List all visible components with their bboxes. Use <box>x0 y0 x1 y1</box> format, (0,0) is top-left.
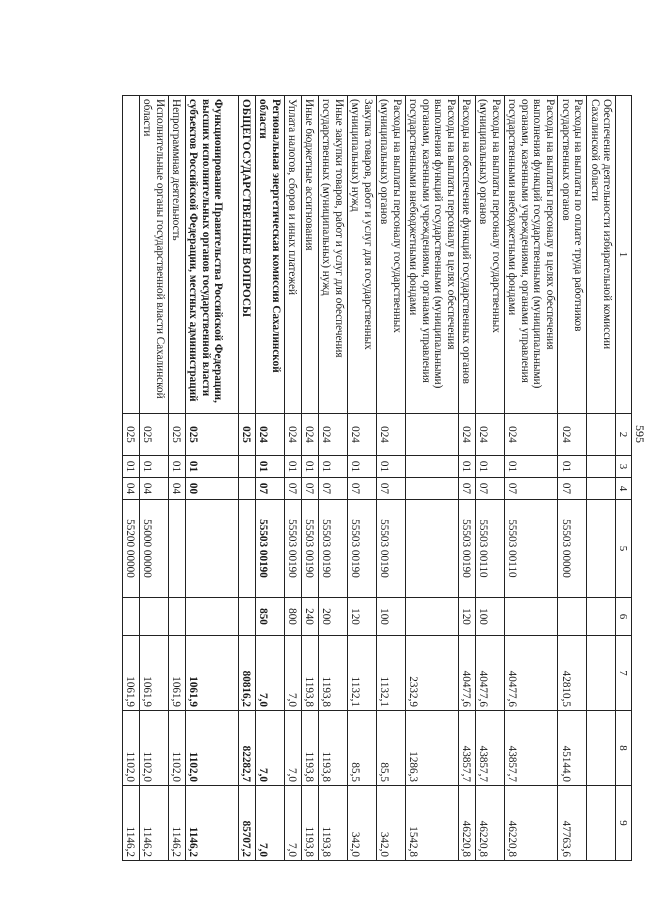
cell-amount-year-1: 7,0 <box>255 636 284 711</box>
cell-amount-year-2 <box>587 711 616 786</box>
cell-amount-year-2: 85,5 <box>347 711 376 786</box>
table-row <box>255 96 284 861</box>
cell-expense-type: 120 <box>458 598 475 636</box>
cell-ministry-code <box>587 414 616 456</box>
table-row <box>347 96 376 861</box>
cell-ministry-code: 024 <box>318 414 347 456</box>
cell-target-article: 55000 00000 <box>139 500 168 598</box>
cell-expense-type <box>238 598 255 636</box>
cell-amount-year-2: 7,0 <box>284 711 301 786</box>
cell-amount-year-2: 1286,3 <box>405 711 458 786</box>
cell-expense-type <box>168 598 185 636</box>
cell-expense-type <box>504 598 557 636</box>
table-row <box>475 96 504 861</box>
cell-section-code: 01 <box>301 456 318 478</box>
cell-ministry-code: 024 <box>284 414 301 456</box>
cell-target-article <box>168 500 185 598</box>
cell-amount-year-1: 1193,8 <box>301 636 318 711</box>
cell-subsection-code: 07 <box>504 478 557 500</box>
table-row <box>558 96 587 861</box>
cell-amount-year-1: 7,0 <box>284 636 301 711</box>
cell-amount-year-2: 1193,8 <box>301 711 318 786</box>
header-cell-section-code: 3 <box>616 456 632 478</box>
cell-subsection-code: 04 <box>139 478 168 500</box>
rotated-page <box>72 95 647 860</box>
cell-section-code <box>587 456 616 478</box>
cell-subsection-code: 04 <box>168 478 185 500</box>
cell-target-article <box>405 500 458 598</box>
cell-amount-year-2: 7,0 <box>255 711 284 786</box>
cell-amount-year-1: 1132,1 <box>347 636 376 711</box>
cell-target-article: 55503 00190 <box>284 500 301 598</box>
cell-section-code: 01 <box>475 456 504 478</box>
table-row <box>405 96 458 861</box>
cell-amount-year-3: 7,0 <box>255 786 284 861</box>
cell-subsection-code: 07 <box>376 478 405 500</box>
cell-amount-year-3: 47763,6 <box>558 786 587 861</box>
cell-amount-year-3: 85707,2 <box>238 786 255 861</box>
cell-name: Расходы на обеспечение функций государственных органов <box>458 96 475 414</box>
header-cell-expense-type: 6 <box>616 598 632 636</box>
cell-amount-year-3: 342,0 <box>376 786 405 861</box>
cell-name: Расходы на выплаты персоналу государственных (муниципальных) органов <box>475 96 504 414</box>
cell-ministry-code: 024 <box>347 414 376 456</box>
cell-subsection-code: 07 <box>255 478 284 500</box>
cell-amount-year-1: 1132,1 <box>376 636 405 711</box>
cell-ministry-code: 025 <box>185 414 238 456</box>
cell-amount-year-2: 45144,0 <box>558 711 587 786</box>
cell-amount-year-3: 1146,2 <box>185 786 238 861</box>
cell-expense-type: 200 <box>318 598 347 636</box>
cell-subsection-code: 07 <box>558 478 587 500</box>
cell-target-article: 55503 00190 <box>255 500 284 598</box>
cell-ministry-code: 024 <box>458 414 475 456</box>
cell-amount-year-2: 1102,0 <box>122 711 139 786</box>
cell-name: Расходы на выплаты персоналу в целях обеспечения выполнения функций государственными (муниципальными) органами, казенными учреждениями, органами управления государственными внебюджетными фондами <box>405 96 458 414</box>
cell-subsection-code <box>587 478 616 500</box>
cell-amount-year-3: 46220,8 <box>504 786 557 861</box>
cell-expense-type: 240 <box>301 598 318 636</box>
cell-subsection-code: 07 <box>458 478 475 500</box>
header-cell-amount-year-1: 7 <box>616 636 632 711</box>
cell-amount-year-1: 40477,6 <box>458 636 475 711</box>
cell-name: Иные закупки товаров, работ и услуг для обеспечения государственных (муниципальных) нужд <box>318 96 347 414</box>
cell-expense-type: 850 <box>255 598 284 636</box>
cell-name <box>122 96 139 414</box>
cell-expense-type <box>139 598 168 636</box>
cell-section-code: 01 <box>168 456 185 478</box>
cell-target-article: 55503 00110 <box>475 500 504 598</box>
cell-amount-year-2: 43857,7 <box>504 711 557 786</box>
header-cell-ministry-code: 2 <box>616 414 632 456</box>
cell-target-article: 55503 00000 <box>558 500 587 598</box>
cell-subsection-code <box>405 478 458 500</box>
table-row <box>168 96 185 861</box>
cell-name: Непрограммная деятельность <box>168 96 185 414</box>
cell-section-code: 01 <box>458 456 475 478</box>
cell-subsection-code: 07 <box>475 478 504 500</box>
cell-name: Региональная энергетическая комиссия Сахалинской области <box>255 96 284 414</box>
cell-name: Функционирование Правительства Российской Федерации, высших исполнительных органов государственной власти субъектов Российской Федерации, местных администраций <box>185 96 238 414</box>
table-row <box>122 96 139 861</box>
cell-ministry-code: 024 <box>475 414 504 456</box>
cell-target-article: 55503 00190 <box>458 500 475 598</box>
cell-target-article: 55503 00190 <box>347 500 376 598</box>
cell-amount-year-1 <box>587 636 616 711</box>
cell-target-article <box>587 500 616 598</box>
cell-target-article <box>238 500 255 598</box>
cell-target-article <box>185 500 238 598</box>
cell-amount-year-2: 82282,7 <box>238 711 255 786</box>
cell-ministry-code: 025 <box>168 414 185 456</box>
cell-ministry-code: 024 <box>301 414 318 456</box>
cell-name: Исполнительные органы государственной власти Сахалинской области <box>139 96 168 414</box>
cell-expense-type <box>185 598 238 636</box>
cell-amount-year-1: 2332,9 <box>405 636 458 711</box>
cell-name: Расходы на выплаты по оплате труда работников государственных органов <box>558 96 587 414</box>
cell-ministry-code: 024 <box>376 414 405 456</box>
table-row <box>139 96 168 861</box>
cell-amount-year-2: 1193,8 <box>318 711 347 786</box>
cell-target-article: 55503 00110 <box>504 500 557 598</box>
cell-target-article: 55503 00190 <box>376 500 405 598</box>
cell-amount-year-2: 85,5 <box>376 711 405 786</box>
cell-amount-year-3: 7,0 <box>284 786 301 861</box>
header-cell-amount-year-3: 9 <box>616 786 632 861</box>
cell-section-code: 01 <box>376 456 405 478</box>
table-row <box>504 96 557 861</box>
cell-expense-type <box>587 598 616 636</box>
cell-expense-type: 800 <box>284 598 301 636</box>
table-row <box>376 96 405 861</box>
cell-target-article: 55503 00190 <box>301 500 318 598</box>
header-cell-name: 1 <box>616 96 632 414</box>
cell-amount-year-3: 1542,8 <box>405 786 458 861</box>
cell-amount-year-1: 1061,9 <box>168 636 185 711</box>
header-cell-subsection-code: 4 <box>616 478 632 500</box>
cell-expense-type: 100 <box>376 598 405 636</box>
cell-amount-year-3 <box>587 786 616 861</box>
cell-section-code: 01 <box>185 456 238 478</box>
cell-subsection-code: 07 <box>347 478 376 500</box>
cell-amount-year-3: 46220,8 <box>458 786 475 861</box>
cell-amount-year-2: 43857,7 <box>458 711 475 786</box>
cell-ministry-code <box>405 414 458 456</box>
cell-subsection-code: 07 <box>301 478 318 500</box>
cell-amount-year-1: 42810,5 <box>558 636 587 711</box>
cell-name: Расходы на выплаты персоналу государственных (муниципальных) органов <box>376 96 405 414</box>
cell-name: Уплата налогов, сборов и иных платежей <box>284 96 301 414</box>
cell-section-code: 01 <box>558 456 587 478</box>
cell-ministry-code: 024 <box>504 414 557 456</box>
cell-amount-year-1: 1061,9 <box>139 636 168 711</box>
cell-ministry-code: 024 <box>255 414 284 456</box>
header-cell-amount-year-2: 8 <box>616 711 632 786</box>
cell-subsection-code: 00 <box>185 478 238 500</box>
cell-amount-year-2: 1102,0 <box>168 711 185 786</box>
cell-expense-type: 100 <box>475 598 504 636</box>
cell-amount-year-1: 40477,6 <box>475 636 504 711</box>
cell-expense-type <box>405 598 458 636</box>
page-number: 595 <box>633 425 647 443</box>
cell-amount-year-3: 1146,2 <box>122 786 139 861</box>
cell-amount-year-3: 1193,8 <box>318 786 347 861</box>
table-body <box>122 96 631 861</box>
cell-amount-year-3: 342,0 <box>347 786 376 861</box>
cell-subsection-code: 07 <box>318 478 347 500</box>
cell-section-code: 01 <box>255 456 284 478</box>
cell-amount-year-1: 1061,9 <box>122 636 139 711</box>
cell-amount-year-2: 43857,7 <box>475 711 504 786</box>
cell-ministry-code: 025 <box>122 414 139 456</box>
table-row <box>185 96 238 861</box>
cell-target-article: 55200 00000 <box>122 500 139 598</box>
cell-name: Закупка товаров, работ и услуг для государственных (муниципальных) нужд <box>347 96 376 414</box>
cell-section-code: 01 <box>139 456 168 478</box>
cell-amount-year-2: 1102,0 <box>185 711 238 786</box>
cell-section-code: 01 <box>284 456 301 478</box>
cell-amount-year-3: 1146,2 <box>168 786 185 861</box>
cell-amount-year-1: 40477,6 <box>504 636 557 711</box>
cell-section-code: 01 <box>347 456 376 478</box>
cell-name: Иные бюджетные ассигнования <box>301 96 318 414</box>
cell-subsection-code <box>238 478 255 500</box>
header-cell-target-article: 5 <box>616 500 632 598</box>
cell-ministry-code: 024 <box>558 414 587 456</box>
cell-name: Обеспечение деятельности избирательной комиссии Сахалинской области <box>587 96 616 414</box>
header-row <box>616 96 632 861</box>
cell-target-article: 55503 00190 <box>318 500 347 598</box>
cell-ministry-code: 025 <box>238 414 255 456</box>
budget-table <box>122 95 632 861</box>
cell-amount-year-3: 46220,8 <box>475 786 504 861</box>
cell-name: ОБЩЕГОСУДАРСТВЕННЫЕ ВОПРОСЫ <box>238 96 255 414</box>
cell-section-code: 01 <box>122 456 139 478</box>
cell-amount-year-3: 1193,8 <box>301 786 318 861</box>
cell-ministry-code: 025 <box>139 414 168 456</box>
table-row <box>318 96 347 861</box>
table-row <box>238 96 255 861</box>
cell-amount-year-2: 1102,0 <box>139 711 168 786</box>
cell-expense-type <box>558 598 587 636</box>
cell-section-code: 01 <box>318 456 347 478</box>
table-row <box>301 96 318 861</box>
cell-expense-type <box>122 598 139 636</box>
table-row <box>587 96 616 861</box>
cell-section-code: 01 <box>504 456 557 478</box>
table-row <box>284 96 301 861</box>
table-row <box>458 96 475 861</box>
cell-amount-year-1: 80816,2 <box>238 636 255 711</box>
cell-subsection-code: 07 <box>284 478 301 500</box>
cell-amount-year-1: 1193,8 <box>318 636 347 711</box>
cell-subsection-code: 04 <box>122 478 139 500</box>
cell-expense-type: 120 <box>347 598 376 636</box>
cell-section-code <box>238 456 255 478</box>
cell-amount-year-1: 1061,9 <box>185 636 238 711</box>
cell-name: Расходы на выплаты персоналу в целях обеспечения выполнения функций государственными (муниципальными) органами, казенными учреждениями, органами управления государственными внебюджетными фондами <box>504 96 557 414</box>
cell-amount-year-3: 1146,2 <box>139 786 168 861</box>
cell-section-code <box>405 456 458 478</box>
